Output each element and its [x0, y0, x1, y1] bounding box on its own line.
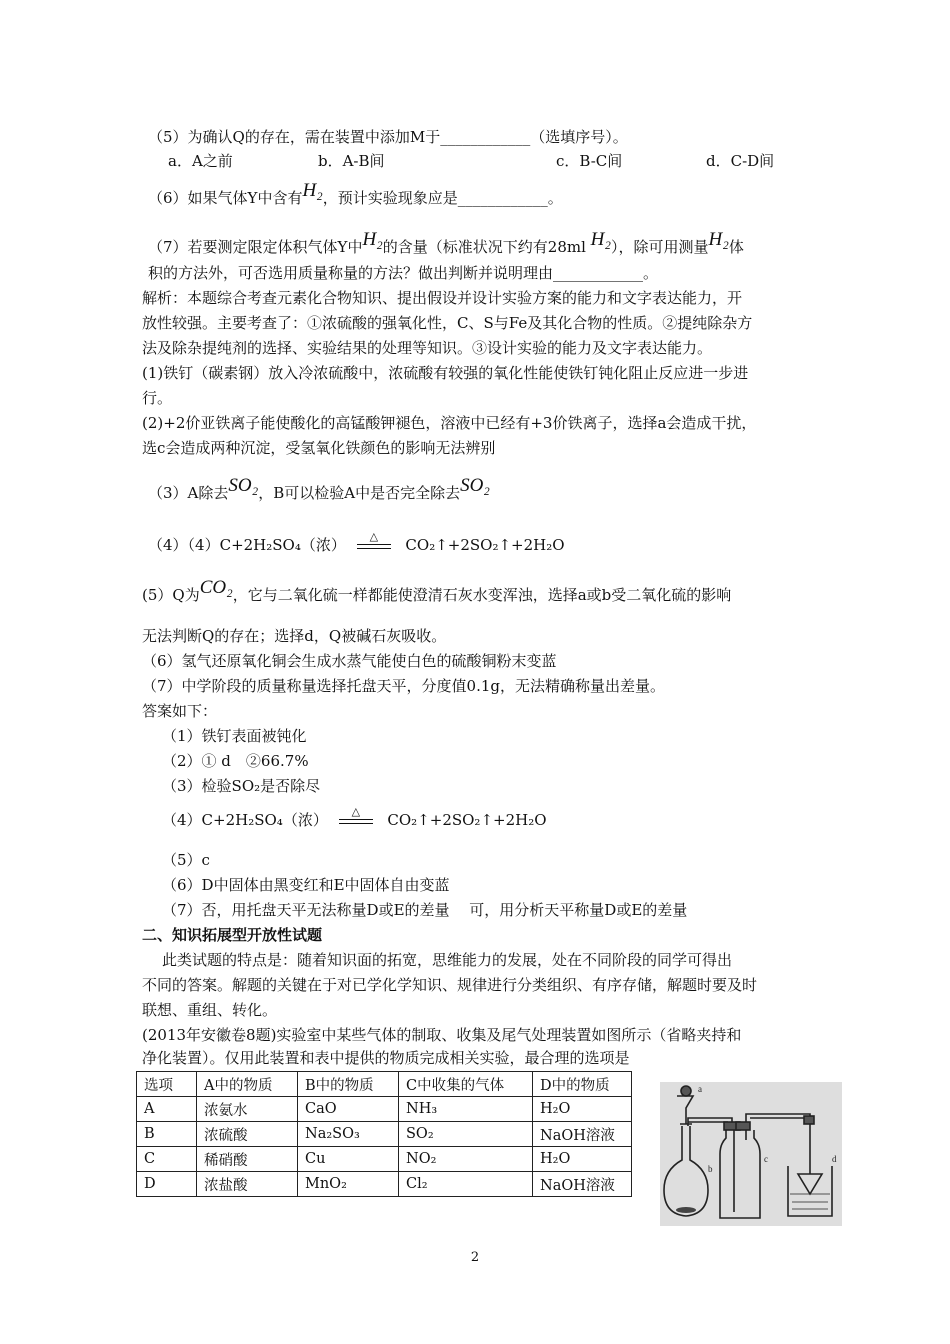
section-heading: 二、知识拓展型开放性试题	[142, 926, 323, 944]
q5-option-d: d．C-D间	[706, 152, 775, 170]
table-cell: NaOH溶液	[533, 1122, 632, 1147]
table-cell: 稀硝酸	[197, 1147, 298, 1172]
table-header: B中的物质	[298, 1072, 399, 1097]
h2-formula: H₂	[708, 229, 729, 250]
figure-label: d	[832, 1154, 837, 1164]
heating-equals-sign: △	[339, 811, 377, 831]
table-header-row	[137, 1072, 632, 1097]
intro-line: (2013年安徽卷8题)实验室中某些气体的制取、收集及尾气处理装置如图所示（省略夹持和	[142, 1026, 742, 1044]
table-cell: 浓盐酸	[197, 1172, 298, 1197]
co2-formula: CO₂	[199, 577, 233, 598]
table-cell: MnO₂	[298, 1172, 399, 1197]
table-row	[137, 1147, 632, 1172]
answers-title: 答案如下：	[142, 702, 218, 720]
so2-formula: SO₂	[228, 475, 259, 496]
table-cell: 浓氨水	[197, 1097, 298, 1122]
analysis-line: 行。	[142, 389, 173, 407]
h2-formula: H₂	[302, 180, 323, 201]
q7-line2: 积的方法外，可否选用质量称量的方法？做出判断并说明理由____________。	[148, 264, 659, 282]
options-table	[136, 1071, 632, 1197]
answer-item: （7）否，用托盘天平无法称量D或E的差量 可，用分析天平称量D或E的差量	[162, 901, 688, 919]
answer-item: （6）D中固体由黑变红和E中固体自由变蓝	[162, 876, 450, 894]
answer-4-equation: （4）C+2H₂SO₄（浓） △ CO₂↑+2SO₂↑+2H₂O	[162, 805, 547, 829]
heating-equals-sign: △	[357, 536, 395, 556]
table-header: D中的物质	[533, 1072, 632, 1097]
apparatus-figure	[660, 1082, 842, 1226]
table-cell: C	[137, 1147, 197, 1172]
table-row	[137, 1172, 632, 1197]
figure-label: b	[708, 1164, 713, 1174]
table-cell: H₂O	[533, 1097, 632, 1122]
answer-item: （5）c	[162, 851, 210, 869]
figure-label: a	[698, 1084, 702, 1094]
table-cell: CaO	[298, 1097, 399, 1122]
analysis-line: 放性较强。主要考查了：①浓硫酸的强氧化性，C、S与Fe及其化合物的性质。②提纯除杂方	[142, 314, 753, 332]
table-cell: Cl₂	[399, 1172, 533, 1197]
table-header: 选项	[137, 1072, 197, 1097]
analysis-5-line2: 无法判断Q的存在；选择d，Q被碱石灰吸收。	[142, 627, 447, 645]
q5-option-a: a．A之前	[168, 152, 233, 170]
analysis-7: （7）中学阶段的质量称量选择托盘天平，分度值0.1g，无法精确称量出差量。	[142, 677, 666, 695]
table-cell: Cu	[298, 1147, 399, 1172]
intro-line: 不同的答案。解题的关键在于对已学化学知识、规律进行分类组织、有序存储，解题时要及时	[142, 976, 758, 994]
analysis-line: 选c会造成两种沉淀，受氢氧化铁颜色的影响无法辨别	[142, 439, 496, 457]
table-row	[137, 1097, 632, 1122]
q7-line1: （7）若要测定限定体积气体Y中H₂的含量（标准状况下约有28ml H₂），除可用测量H₂体	[148, 229, 744, 256]
table-cell: 浓硫酸	[197, 1122, 298, 1147]
h2-formula: H₂	[590, 229, 611, 250]
page-number: 2	[470, 1250, 480, 1265]
intro-line: 联想、重组、转化。	[142, 1001, 278, 1019]
table-cell: D	[137, 1172, 197, 1197]
analysis-5: (5）Q为CO₂，它与二氧化硫一样都能使澄清石灰水变浑浊，选择a或b受二氧化硫的影响	[142, 577, 732, 604]
q5-option-b: b．A-B间	[318, 152, 385, 170]
table-row	[137, 1122, 632, 1147]
table-cell: NaOH溶液	[533, 1172, 632, 1197]
analysis-line: (1)铁钉（碳素钢）放入冷浓硫酸中，浓硫酸有较强的氧化性能使铁钉钝化阻止反应进一步进	[142, 364, 749, 382]
table-cell: NO₂	[399, 1147, 533, 1172]
analysis-line: (2)+2价亚铁离子能使酸化的高锰酸钾褪色，溶液中已经有+3价铁离子，选择a会造成干扰，	[142, 414, 757, 432]
table-cell: B	[137, 1122, 197, 1147]
intro-line: 净化装置）。仅用此装置和表中提供的物质完成相关实验，最合理的选项是	[142, 1049, 630, 1067]
analysis-line: 解析：本题综合考查元素化合物知识、提出假设并设计实验方案的能力和文字表达能力，开	[142, 289, 743, 307]
answer-item: （2）① d ②66.7%	[162, 752, 309, 770]
q5-option-c: c．B-C间	[556, 152, 623, 170]
analysis-4-equation: （4）（4）C+2H₂SO₄（浓） △ CO₂↑+2SO₂↑+2H₂O	[148, 530, 565, 554]
so2-formula: SO₂	[460, 475, 490, 496]
table-header: C中收集的气体	[399, 1072, 533, 1097]
q5-text: （5）为确认Q的存在，需在装置中添加M于____________（选填序号）。	[148, 128, 628, 146]
analysis-6: （6）氢气还原氧化铜会生成水蒸气能使白色的硫酸铜粉末变蓝	[142, 652, 557, 670]
figure-label: c	[764, 1154, 768, 1164]
intro-line: 此类试题的特点是：随着知识面的拓宽，思维能力的发展，处在不同阶段的同学可得出	[162, 951, 733, 969]
table-cell: H₂O	[533, 1147, 632, 1172]
answer-item: （1）铁钉表面被钝化	[162, 727, 307, 745]
h2-formula: H₂	[362, 229, 383, 250]
table-cell: SO₂	[399, 1122, 533, 1147]
q6-line: （6）如果气体Y中含有H₂，预计实验现象应是____________。	[148, 180, 563, 207]
answer-item: （3）检验SO₂是否除尽	[162, 777, 321, 795]
analysis-3: （3）A除去SO₂，B可以检验A中是否完全除去SO₂	[148, 475, 490, 502]
analysis-line: 法及除杂提纯剂的选择、实验结果的处理等知识。③设计实验的能力及文字表达能力。	[142, 339, 713, 357]
table-cell: A	[137, 1097, 197, 1122]
table-cell: Na₂SO₃	[298, 1122, 399, 1147]
table-header: A中的物质	[197, 1072, 298, 1097]
table-cell: NH₃	[399, 1097, 533, 1122]
